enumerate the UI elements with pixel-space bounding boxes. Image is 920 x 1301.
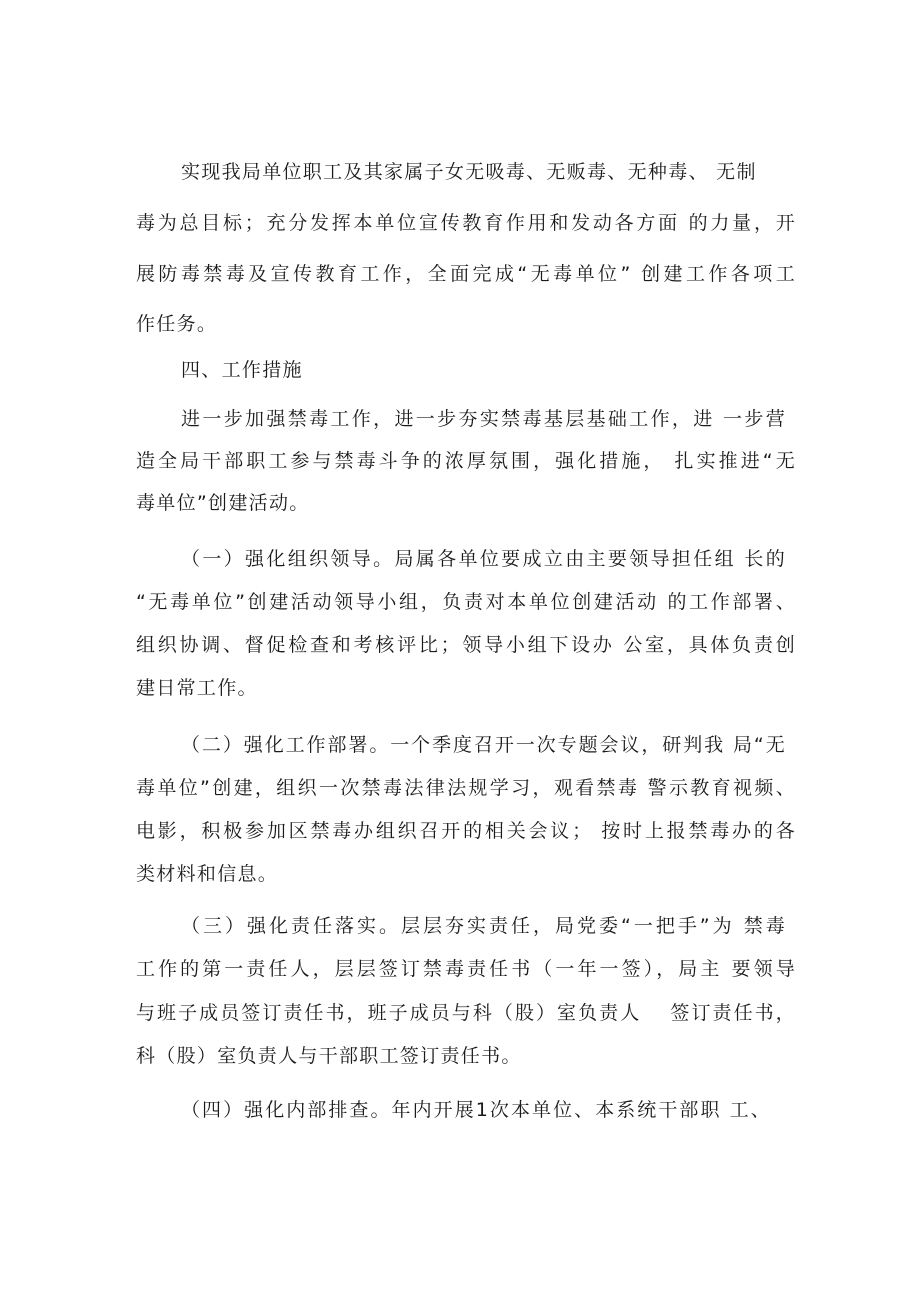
section-heading: 四、工作措施 xyxy=(181,359,303,381)
paragraph-5-line-2: 工作的第一责任人，层层签订禁毒责任书（一年一签），局主 要领导 xyxy=(136,958,796,980)
paragraph-6-line-1: （四）强化内部排查。年内开展1次本单位、本系统干部职 工、 xyxy=(181,1099,771,1121)
paragraph-3-line-4: 建日常工作。 xyxy=(136,677,258,699)
paragraph-2-line-3: 毒单位”创建活动。 xyxy=(136,492,310,514)
paragraph-5-line-4: 科（股）室负责人与干部职工签订责任书。 xyxy=(136,1045,522,1067)
paragraph-2-line-2: 造全局干部职工参与禁毒斗争的浓厚氛围，强化措施， 扎实推进“无 xyxy=(136,450,796,472)
paragraph-5-line-1: （三）强化责任落实。层层夯实责任，局党委“一把手”为 禁毒 xyxy=(181,915,786,937)
paragraph-1-line-3: 展防毒禁毒及宣传教育工作，全面完成“无毒单位” 创建工作各项工 xyxy=(136,263,796,285)
paragraph-4-line-4: 类材料和信息。 xyxy=(136,863,279,885)
paragraph-3-line-2: “无毒单位”创建活动领导小组，负责对本单位创建活动 的工作部署、 xyxy=(136,591,796,613)
paragraph-5-line-3: 与班子成员签订责任书，班子成员与科（股）室负责人 签订责任书， xyxy=(136,1002,796,1024)
paragraph-3-line-1: （一）强化组织领导。局属各单位要成立由主要领导担任组 长的 xyxy=(181,548,786,570)
paragraph-1-line-2: 毒为总目标；充分发挥本单位宣传教育作用和发动各方面 的力量，开 xyxy=(136,212,796,234)
paragraph-1-line-4: 作任务。 xyxy=(136,313,218,335)
paragraph-3-line-3: 组织协调、督促检查和考核评比；领导小组下设办 公室，具体负责创 xyxy=(136,634,796,656)
paragraph-2-line-1: 进一步加强禁毒工作，进一步夯实禁毒基层基础工作，进 一步营 xyxy=(181,408,786,430)
paragraph-4-line-2: 毒单位”创建，组织一次禁毒法律法规学习，观看禁毒 警示教育视频、 xyxy=(136,777,796,799)
paragraph-4-line-3: 电影，积极参加区禁毒办组织召开的相关会议； 按时上报禁毒办的各 xyxy=(136,820,796,842)
paragraph-1-line-1: 实现我局单位职工及其家属子女无吸毒、无贩毒、无种毒、 无制 xyxy=(181,161,757,183)
paragraph-4-line-1: （二）强化工作部署。一个季度召开一次专题会议，研判我 局“无 xyxy=(181,734,786,756)
